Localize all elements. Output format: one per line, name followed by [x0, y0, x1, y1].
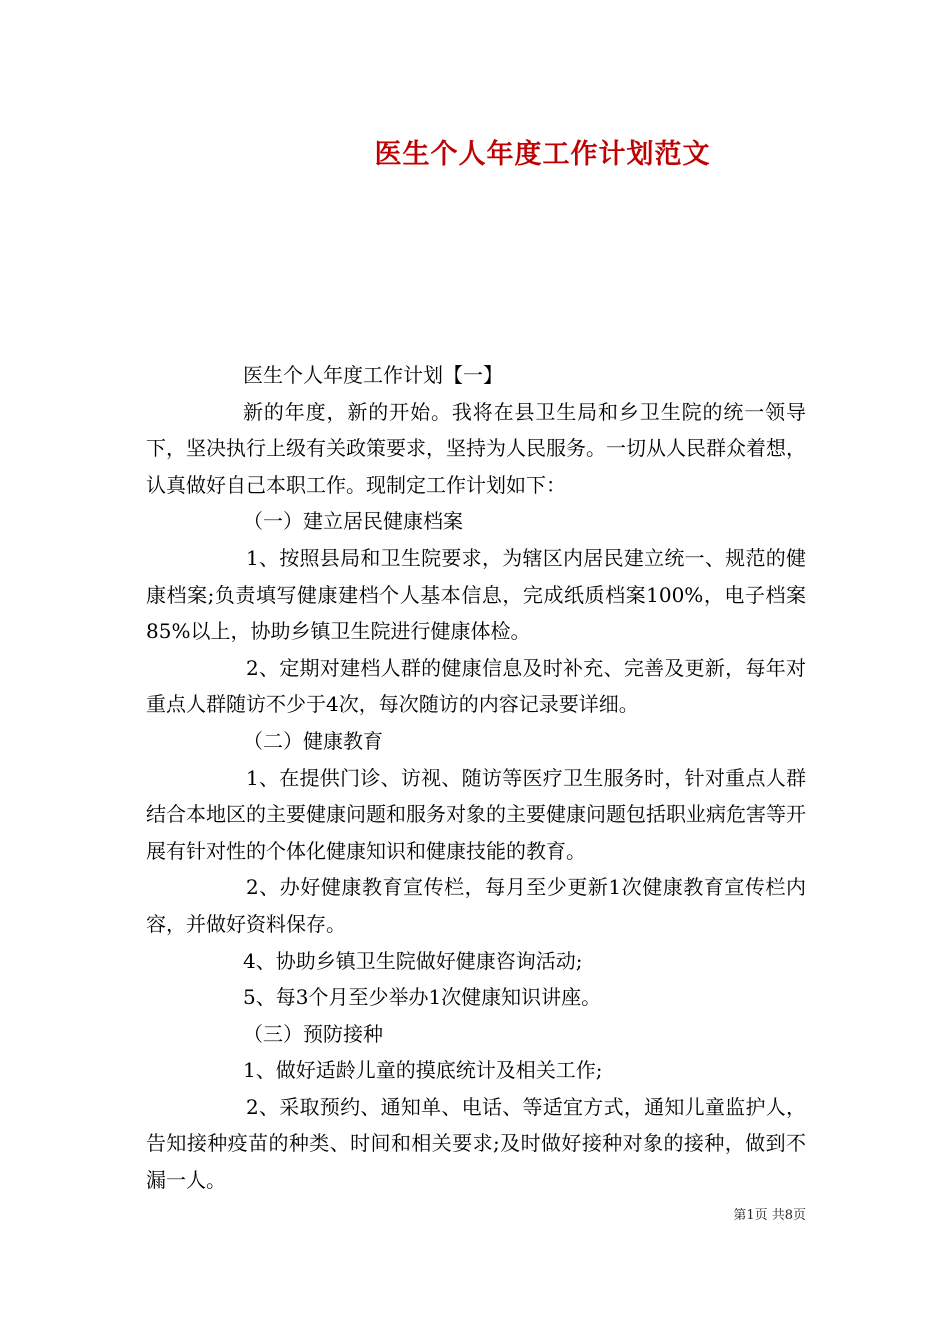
paragraph: 4、协助乡镇卫生院做好健康咨询活动;: [243, 948, 583, 973]
subheading-health-education: （二）健康教育: [243, 728, 383, 753]
subheading-vaccination: （三）预防接种: [243, 1021, 383, 1046]
page-number: 第1页 共8页: [733, 1208, 806, 1223]
paragraph: 1、按照县局和卫生院要求，为辖区内居民建立统一、规范的健康档案;负责填写健康建档个人基本信息，完成纸质档案100%，电子档案85%以上，协助乡镇卫生院进行健康体检。: [146, 545, 806, 644]
subheading-health-records: （一）建立居民健康档案: [243, 509, 463, 534]
paragraph: 2、定期对建档人群的健康信息及时补充、完善及更新，每年对重点人群随访不少于4次，每次随访的内容记录要详细。: [146, 655, 806, 717]
paragraph: 1、做好适龄儿童的摸底统计及相关工作;: [243, 1058, 603, 1083]
paragraph: 2、办好健康教育宣传栏，每月至少更新1次健康教育宣传栏内容，并做好资料保存。: [146, 875, 806, 936]
document-body: [146, 357, 806, 1199]
document-title: 医生个人年度工作计划范文: [374, 139, 711, 170]
paragraph: 2、采取预约、通知单、电话、等适宜方式，通知儿童监护人，告知接种疫苗的种类、时间和相关要求;及时做好接种对象的接种，做到不漏一人。: [146, 1094, 806, 1193]
paragraph: 1、在提供门诊、访视、随访等医疗卫生服务时，针对重点人群结合本地区的主要健康问题和服务对象的主要健康问题包括职业病危害等开展有针对性的个体化健康知识和健康技能的教育。: [146, 765, 806, 863]
paragraph: 5、每3个月至少举办1次健康知识讲座。: [243, 985, 602, 1010]
section-heading: 医生个人年度工作计划【一】: [243, 363, 503, 387]
intro-paragraph: 新的年度，新的开始。我将在县卫生局和乡卫生院的统一领导下，坚决执行上级有关政策要求，坚持为人民服务。一切从人民群众着想，认真做好自己本职工作。现制定工作计划如下：: [146, 399, 806, 497]
